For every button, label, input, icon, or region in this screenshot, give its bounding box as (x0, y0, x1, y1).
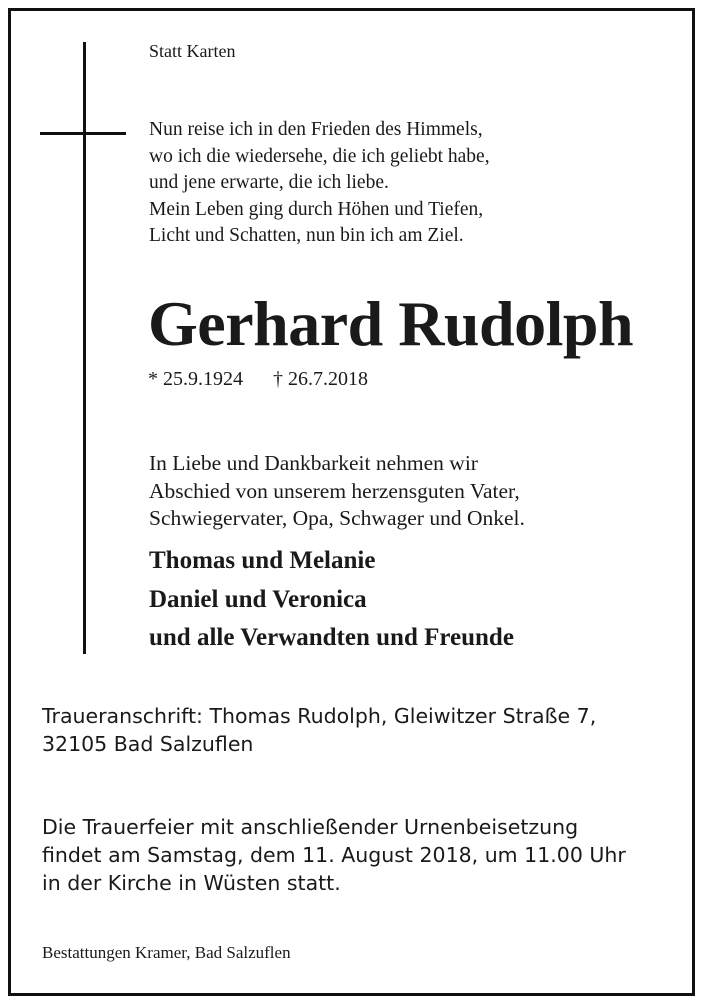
farewell-line: Schwiegervater, Opa, Schwager und Onkel. (149, 506, 525, 530)
header-note: Statt Karten (149, 41, 236, 61)
mourning-address (42, 703, 596, 758)
ceremony-info (42, 813, 626, 897)
poem (149, 117, 490, 250)
death-date: † 26.7.2018 (273, 368, 368, 390)
poem-line: wo ich die wiedersehe, die ich geliebt habe, (149, 145, 490, 167)
mourner-line: Thomas und Melanie (149, 547, 376, 574)
ceremony-line: in der Kirche in Wüsten statt. (42, 871, 341, 895)
farewell-line: In Liebe und Dankbarkeit nehmen wir (149, 451, 478, 475)
undertaker: Bestattungen Kramer, Bad Salzuflen (42, 943, 291, 962)
mourner-line: Daniel und Veronica (149, 585, 367, 613)
ceremony-line: findet am Samstag, dem 11. August 2018, um 11.00 Uhr (42, 843, 626, 867)
mourners (149, 542, 514, 658)
address-line: Traueranschrift: Thomas Rudolph, Gleiwitzer Straße 7, (42, 704, 597, 728)
farewell-text (149, 450, 525, 533)
mourner-line: und alle Verwandten und Freunde (149, 624, 514, 651)
life-dates (148, 367, 368, 391)
cross-horizontal-bar (40, 132, 126, 135)
poem-line: Mein Leben ging durch Höhen und Tiefen, (149, 198, 484, 220)
deceased-name: Gerhard Rudolph (148, 288, 634, 359)
poem-line: Nun reise ich in den Frieden des Himmels, (149, 119, 483, 140)
address-line: 32105 Bad Salzuflen (42, 731, 254, 756)
ceremony-line: Die Trauerfeier mit anschließender Urnenbeisetzung (42, 815, 579, 839)
poem-line: und jene erwarte, die ich liebe. (149, 172, 389, 193)
poem-line: Licht und Schatten, nun bin ich am Ziel. (149, 225, 464, 246)
farewell-line: Abschied von unserem herzensguten Vater, (149, 478, 520, 503)
birth-date: * 25.9.1924 (148, 368, 243, 390)
